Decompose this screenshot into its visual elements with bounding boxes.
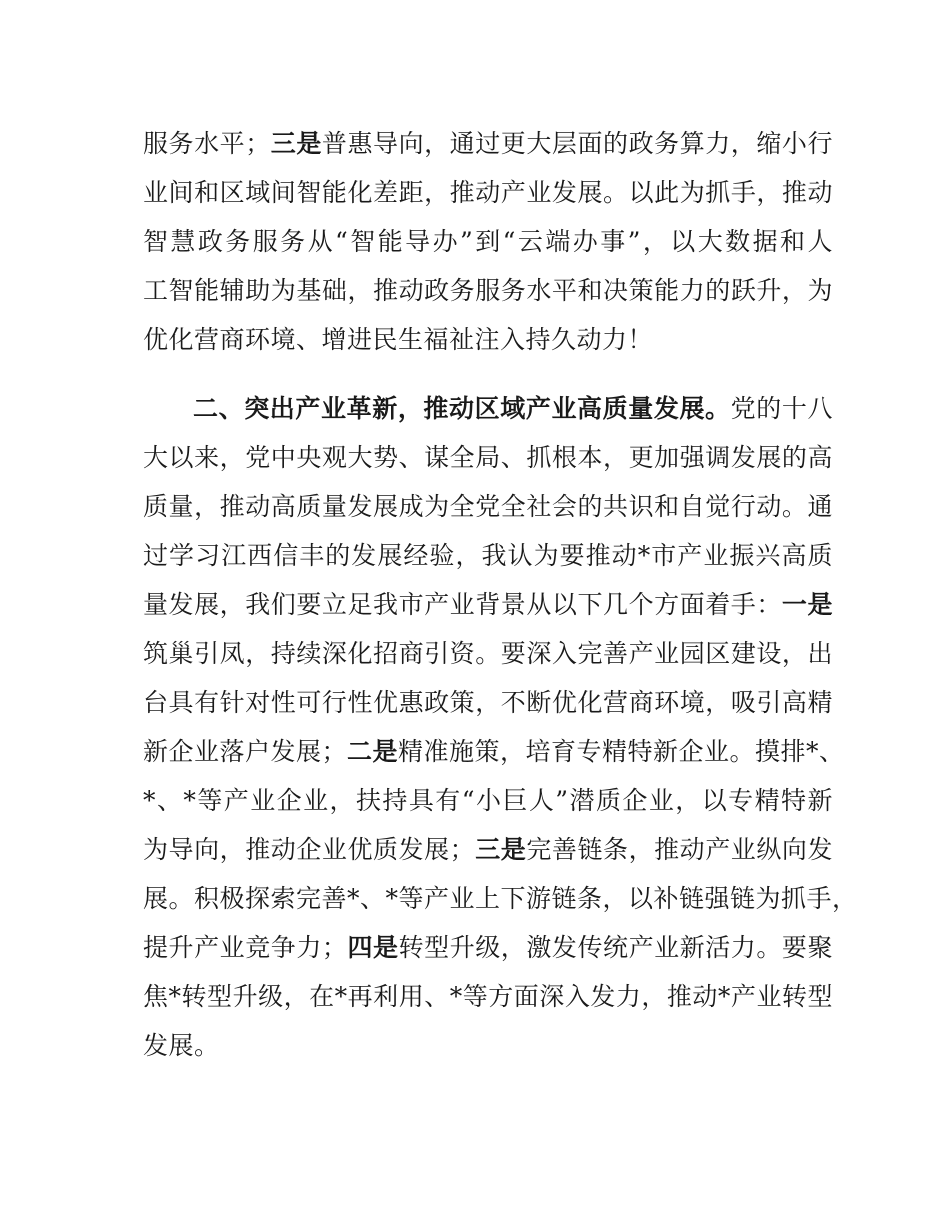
paragraph-2-line-3: 质量，推动高质量发展成为全党全社会的共识和自觉行动。通 [143,492,833,521]
paragraph-1-line-3: 智慧政务服务从“智能导办”到“云端办事”，以大数据和人 [143,227,833,256]
section-heading: 二、突出产业革新，推动区域产业高质量发展。 [193,394,731,423]
emphasis-three: 三是 [475,835,527,864]
paragraph-1-line-1: 服务水平；三是普惠导向，通过更大层面的政务算力，缩小行 [143,129,833,158]
paragraph-2-line-14: 发展。 [143,1031,220,1060]
paragraph-2-line-5: 量发展，我们要立足我市产业背景从以下几个方面着手：一是 [143,590,833,619]
paragraph-2-line-10: 为导向，推动企业优质发展；三是完善链条，推动产业纵向发 [143,835,833,864]
emphasis-three: 三是 [270,129,322,158]
paragraph-2-line-12: 提升产业竞争力；四是转型升级，激发传统产业新活力。要聚 [143,933,833,962]
emphasis-two: 二是 [347,737,399,766]
paragraph-2-line-9: *、*等产业企业，扶持具有“小巨人”潜质企业，以专精特新 [143,786,833,815]
section-heading-line: 二、突出产业革新，推动区域产业高质量发展。党的十八 [193,394,833,423]
paragraph-2-line-4: 过学习江西信丰的发展经验，我认为要推动*市产业振兴高质 [143,541,833,570]
paragraph-2-line-6: 筑巢引凤，持续深化招商引资。要深入完善产业园区建设，出 [143,639,833,668]
emphasis-one: 一是 [781,590,833,619]
emphasis-four: 四是 [347,933,399,962]
paragraph-2-line-2: 大以来，党中央观大势、谋全局、抓根本，更加强调发展的高 [143,443,833,472]
paragraph-1-line-2: 业间和区域间智能化差距，推动产业发展。以此为抓手，推动 [143,178,833,207]
paragraph-2-line-11: 展。积极探索完善*、*等产业上下游链条，以补链强链为抓手， [143,884,858,913]
paragraph-2-line-13: 焦*转型升级，在*再利用、*等方面深入发力，推动*产业转型 [143,982,833,1011]
paragraph-1-line-5: 优化营商环境、增进民生福祉注入持久动力！ [143,325,654,354]
paragraph-2-line-7: 台具有针对性可行性优惠政策，不断优化营商环境，吸引高精 [143,688,833,717]
paragraph-2-line-8: 新企业落户发展；二是精准施策，培育专精特新企业。摸排*、 [143,737,845,766]
paragraph-1-line-4: 工智能辅助为基础，推动政务服务水平和决策能力的跃升，为 [143,276,833,305]
